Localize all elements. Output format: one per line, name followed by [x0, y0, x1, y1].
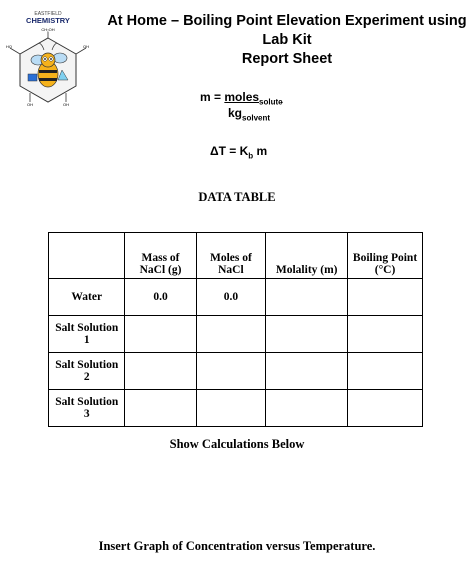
calculations-heading: Show Calculations Below [169, 437, 305, 451]
title-line-3: Report Sheet [241, 51, 333, 67]
table-cell: 0.0 [196, 279, 266, 316]
table-cell [196, 316, 266, 353]
title-line-1: At Home – Boiling Point Elevation Experiment using [107, 13, 467, 29]
table-cell [196, 390, 266, 427]
table-row [49, 316, 423, 353]
graph-heading: Insert Graph of Concentration versus Temperature. [98, 539, 376, 553]
table-cell [348, 390, 423, 427]
row-label: Salt Solution 2 [49, 353, 125, 390]
table-row [49, 353, 423, 390]
column-header: Molality (m) [266, 233, 348, 279]
table-cell [125, 353, 196, 390]
logo-text-chem: CH₂OH [41, 27, 55, 32]
eastfield-chemistry-logo [4, 8, 92, 108]
molality-formula-denominator: $kg_{solvent}$ [228, 106, 271, 123]
table-cell [266, 353, 348, 390]
table-cell [266, 279, 348, 316]
logo-text-top: EASTFIELD [34, 11, 62, 17]
title-line-2: Lab Kit [262, 32, 312, 48]
table-cell [348, 316, 423, 353]
table-row [49, 390, 423, 427]
column-header: Mass of NaCl (g) [125, 233, 196, 279]
table-cell [348, 279, 423, 316]
table-cell [125, 390, 196, 427]
logo-hydroxyl-right: OH [83, 44, 89, 49]
page-title [100, 12, 474, 69]
logo-hydroxyl-bottom-right: OH [63, 102, 69, 107]
table-cell [348, 353, 423, 390]
table-row [49, 279, 423, 316]
molality-formula-numerator: m = moles$_{solute}$ [200, 90, 283, 107]
column-header: Boiling Point (°C) [348, 233, 423, 279]
data-table [48, 232, 423, 427]
row-label: Salt Solution 1 [49, 316, 125, 353]
row-label: Water [49, 279, 125, 316]
table-cell [266, 390, 348, 427]
logo-hydroxyl-left: HO [6, 44, 12, 49]
data-table-heading: DATA TABLE [198, 190, 276, 204]
table-header-row [49, 233, 423, 279]
table-cell [266, 316, 348, 353]
table-cell [125, 316, 196, 353]
logo-text-main: CHEMISTRY [26, 16, 70, 25]
logo-hydroxyl-bottom-left: OH [27, 102, 33, 107]
column-header [49, 233, 125, 279]
column-header: Moles of NaCl [196, 233, 266, 279]
table-cell: 0.0 [125, 279, 196, 316]
row-label: Salt Solution 3 [49, 390, 125, 427]
boiling-point-elevation-formula: $\Delta T = K_b$ m [210, 144, 268, 161]
table-cell [196, 353, 266, 390]
